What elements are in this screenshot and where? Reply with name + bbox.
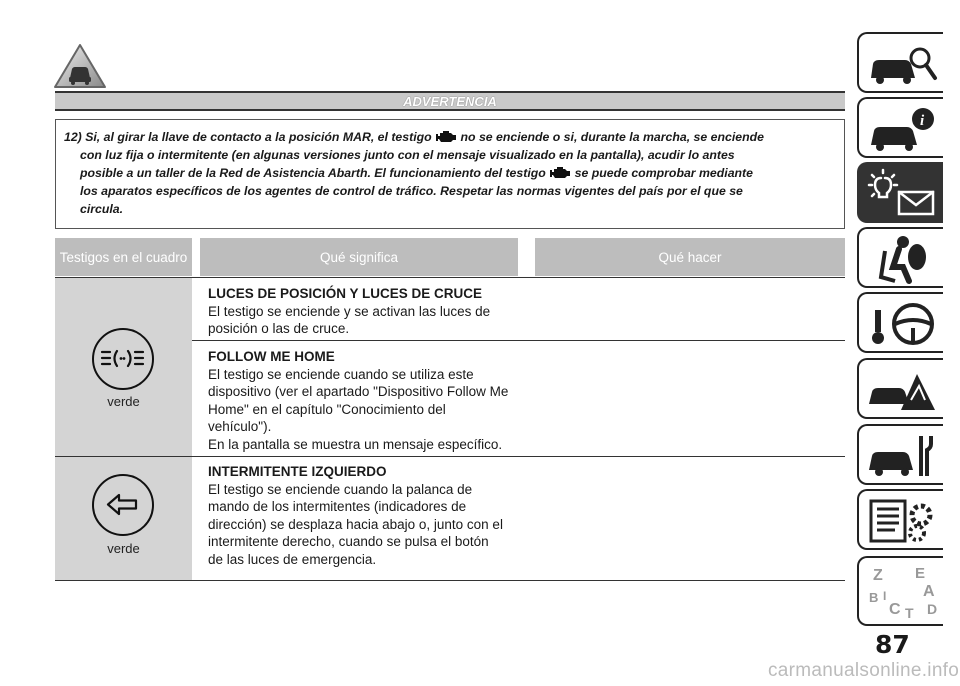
svg-text:I: I: [883, 589, 887, 603]
left-turn-signal-lamp-icon: [92, 474, 154, 536]
table-divider: [55, 456, 845, 457]
svg-text:D: D: [927, 601, 938, 617]
table-header-indicators: Testigos en el cuadro: [55, 238, 192, 276]
entry-left-turn-signal: INTERMITENTE IZQUIERDO El testigo se enciende cuando la palanca de mando de los intermitentes (indicadores de dirección) se desplaza hacia abajo o, junto con el intermitente derecho, cuando se pulsa el botón de las luces de emergencia.: [208, 463, 528, 568]
side-tab-car-info[interactable]: [857, 97, 943, 158]
lamp-color-label: verde: [107, 394, 140, 409]
car-tools-icon: [865, 430, 941, 482]
position-lights-lamp-icon: [92, 328, 154, 390]
svg-text:C: C: [889, 601, 901, 618]
engine-check-icon: [549, 166, 571, 179]
airbag-seat-icon: [865, 233, 941, 285]
warning-lights-icon: [865, 168, 941, 220]
page-number: 87: [875, 630, 910, 659]
engine-check-icon: [435, 130, 457, 143]
steering-key-icon: [865, 298, 941, 350]
car-accident-icon: [865, 364, 941, 416]
svg-text:i: i: [920, 113, 925, 129]
entry-position-lights: LUCES DE POSICIÓN Y LUCES DE CRUCE El testigo se enciende y se activan las luces de posición o las de cruce.: [208, 285, 528, 338]
entry-title: FOLLOW ME HOME: [208, 349, 335, 364]
warning-text: 12) Si, al girar la llave de contacto a la posición MAR, el testigo no se enciende o si, durante la marcha, se enciende con luz fija o intermitente (en algunas versiones junto con el mensaje visualizado en la pantalla), acudir lo antes posible a un taller de la Red de Asistencia Abarth. El funcionamiento del testigo se puede comprobar mediante los aparatos específicos de los agentes de control de tráfico. Respetar las normas vigentes del país por el que se circula.: [55, 119, 845, 229]
side-tab-airbag-seat[interactable]: [857, 227, 943, 288]
side-tab-car-search[interactable]: [857, 32, 943, 93]
side-tab-warning-lights[interactable]: [857, 162, 943, 223]
side-tab-list-gear[interactable]: [857, 489, 943, 550]
svg-text:Z: Z: [873, 567, 883, 584]
car-info-icon: [865, 103, 941, 155]
warning-triangle-icon: [52, 42, 108, 90]
side-tab-alphabet-index[interactable]: [857, 556, 943, 626]
watermark: carmanualsonline.info: [768, 660, 960, 681]
svg-text:E: E: [915, 565, 926, 582]
side-tab-car-tools[interactable]: [857, 424, 943, 485]
table-divider: [192, 340, 845, 341]
alphabet-index-icon: [865, 562, 941, 622]
svg-text:B: B: [869, 590, 879, 605]
svg-text:A: A: [923, 583, 935, 600]
entry-title: LUCES DE POSICIÓN Y LUCES DE CRUCE: [208, 286, 483, 301]
warning-title: ADVERTENCIA: [55, 91, 845, 111]
side-tab-car-accident[interactable]: [857, 358, 943, 419]
list-gear-icon: [865, 495, 941, 547]
table-header-meaning: Qué significa: [200, 238, 518, 276]
car-search-icon: [865, 38, 941, 90]
table-header-action: Qué hacer: [535, 238, 845, 276]
table-divider: [55, 580, 845, 581]
lamp-color-label: verde: [107, 541, 140, 556]
side-tab-steering-key[interactable]: [857, 292, 943, 353]
svg-text:T: T: [905, 605, 914, 621]
table-divider: [55, 277, 845, 278]
entry-follow-me-home: FOLLOW ME HOME El testigo se enciende cuando se utiliza este dispositivo (ver el apartado "Dispositivo Follow Me Home" en el capítulo "Conocimiento del vehículo"). En la pantalla se muestra un mensaje específico.: [208, 348, 528, 453]
entry-title: INTERMITENTE IZQUIERDO: [208, 464, 387, 479]
